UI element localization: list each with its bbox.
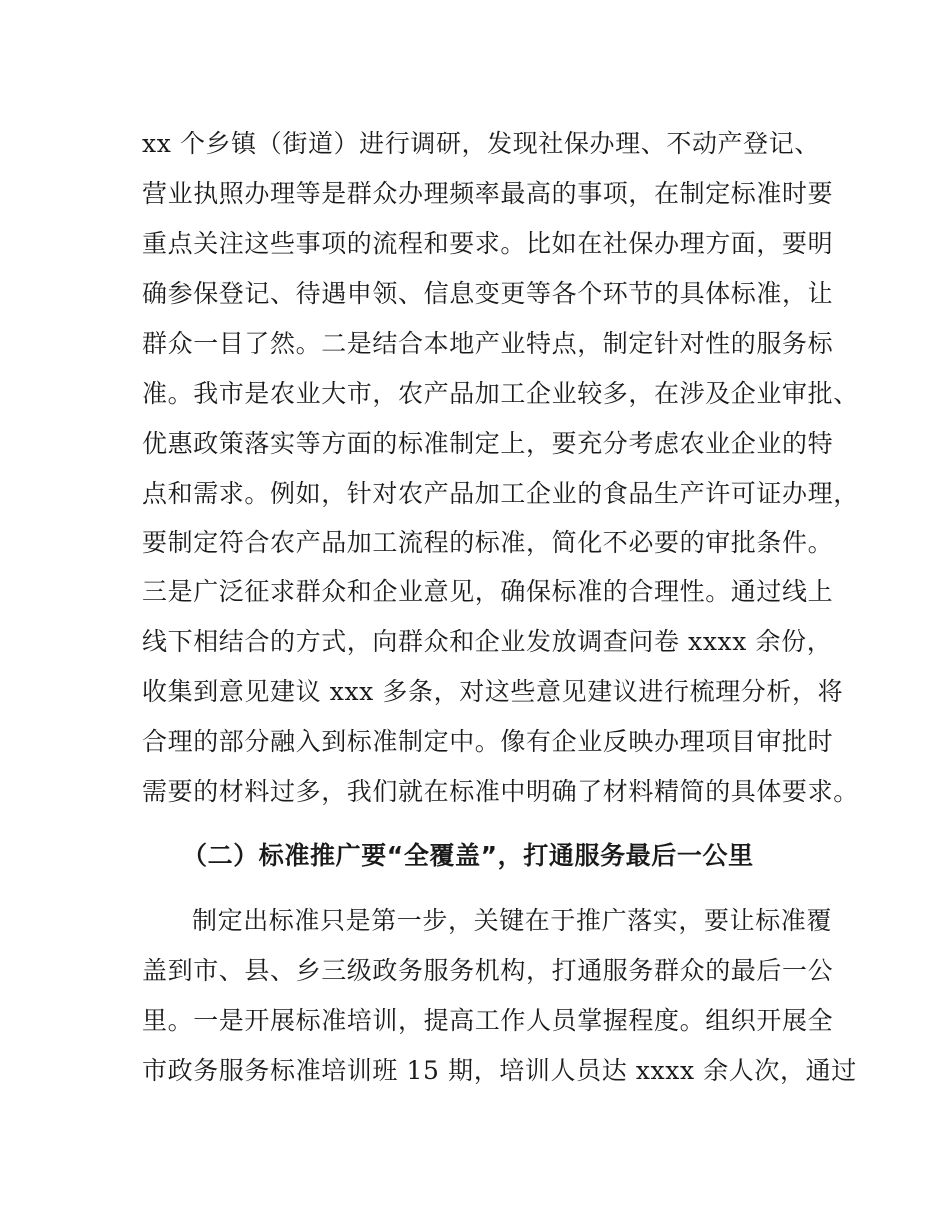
paragraph-line: 收集到意见建议 xxx 多条，对这些意见建议进行梳理分析，将 — [142, 677, 844, 706]
paragraph-line: 优惠政策落实等方面的标准制定上，要充分考虑农业企业的特 — [142, 429, 834, 458]
paragraph-line: 三是广泛征求群众和企业意见，确保标准的合理性。通过线上 — [142, 577, 834, 606]
paragraph-line: xx 个乡镇（街道）进行调研，发现社保办理、不动产登记、 — [142, 129, 820, 158]
paragraph-line: 盖到市、县、乡三级政务服务机构，打通服务群众的最后一公 — [142, 956, 834, 985]
paragraph-line: 需要的材料过多，我们就在标准中明确了材料精简的具体要求。 — [142, 777, 859, 806]
section-heading: （二）标准推广要“全覆盖”，打通服务最后一公里 — [182, 841, 754, 870]
paragraph-line: 要制定符合农产品加工流程的标准，简化不必要的审批条件。 — [142, 528, 834, 557]
paragraph-line: 准。我市是农业大市，农产品加工企业较多，在涉及企业审批、 — [142, 379, 859, 408]
paragraph-line: 点和需求。例如，针对农产品加工企业的食品生产许可证办理， — [142, 479, 859, 508]
paragraph-line: 合理的部分融入到标准制定中。像有企业反映办理项目审批时 — [142, 727, 834, 756]
paragraph-line: 线下相结合的方式，向群众和企业发放调查问卷 xxxx 余份， — [142, 627, 833, 656]
paragraph-line: 重点关注这些事项的流程和要求。比如在社保办理方面，要明 — [142, 229, 834, 258]
paragraph-line: 营业执照办理等是群众办理频率最高的事项，在制定标准时要 — [142, 179, 834, 208]
paragraph-line: 制定出标准只是第一步，关键在于推广落实，要让标准覆 — [192, 906, 833, 935]
paragraph-line: 市政务服务标准培训班 15 期，培训人员达 xxxx 余人次，通过 — [142, 1056, 857, 1085]
paragraph-line: 里。一是开展标准培训，提高工作人员掌握程度。组织开展全 — [142, 1006, 834, 1035]
paragraph-line: 群众一目了然。二是结合本地产业特点，制定针对性的服务标 — [142, 329, 834, 358]
paragraph-line: 确参保登记、待遇申领、信息变更等各个环节的具体标准，让 — [142, 279, 834, 308]
